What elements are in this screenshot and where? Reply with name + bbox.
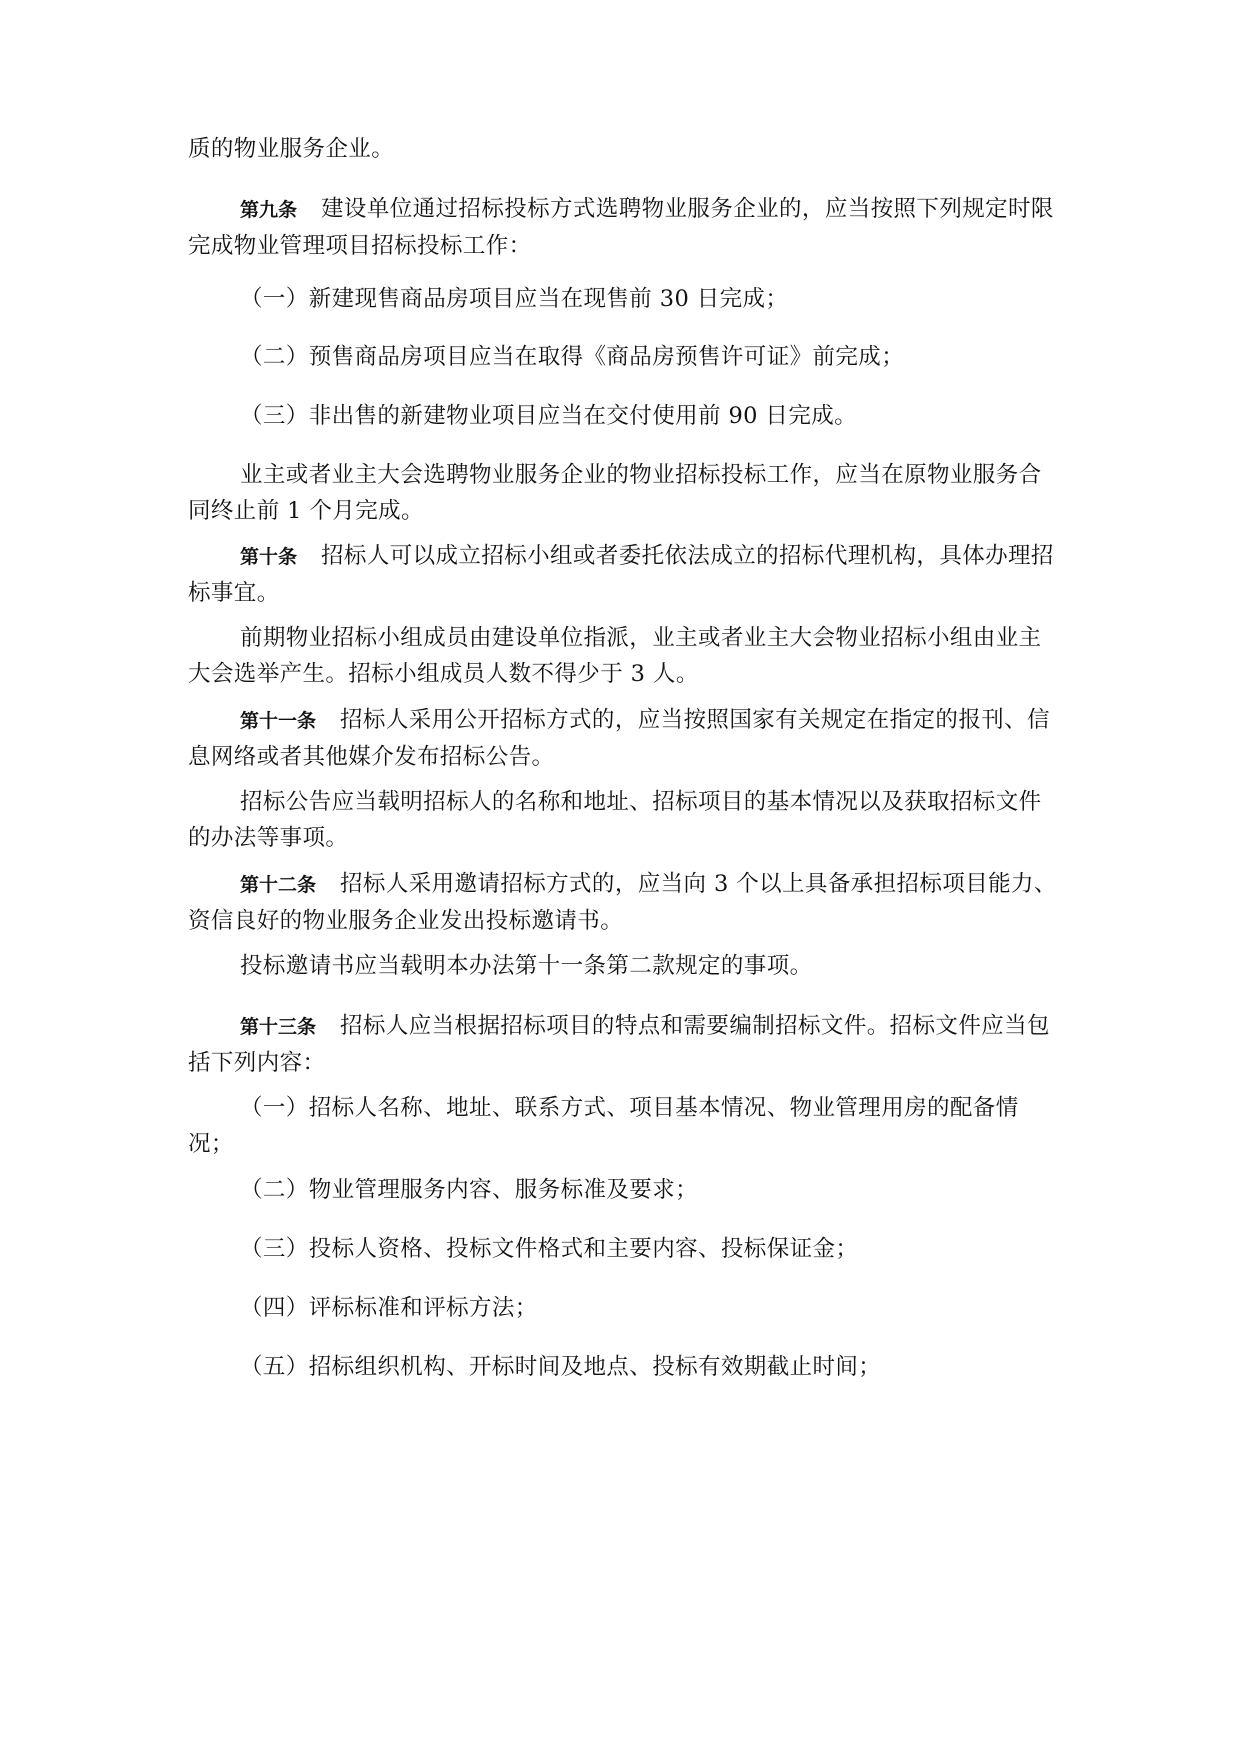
list-item bbox=[188, 339, 1058, 375]
paragraph-text: 招标人可以成立招标小组或者委托依法成立的招标代理机构，具体办理招标事宜。 bbox=[188, 543, 1054, 606]
list-item bbox=[188, 281, 1058, 317]
paragraph-text: 招标公告应当载明招标人的名称和地址、招标项目的基本情况以及获取招标文件的办法等事项。 bbox=[188, 789, 1042, 851]
article-heading: 第十二条 bbox=[240, 874, 317, 896]
paragraph-text: 招标人采用邀请招标方式的，应当向 3 个以上具备承担招标项目能力、资信良好的物业服务企业发出投标邀请书。 bbox=[188, 871, 1057, 934]
paragraph-text: 建设单位通过招标投标方式选聘物业服务企业的，应当按照下列规定时限完成物业管理项目招标投标工作： bbox=[188, 196, 1054, 259]
list-item bbox=[188, 1090, 1058, 1162]
article-12 bbox=[188, 866, 1058, 939]
list-item bbox=[188, 1231, 1058, 1267]
paragraph-text: （四）评标标准和评标方法； bbox=[240, 1295, 538, 1321]
paragraph-text: 招标人应当根据招标项目的特点和需要编制招标文件。招标文件应当包括下列内容： bbox=[188, 1013, 1050, 1076]
paragraph-text: （五）招标组织机构、开标时间及地点、投标有效期截止时间； bbox=[240, 1354, 882, 1380]
paragraph-text: （一）新建现售商品房项目应当在现售前 30 日完成； bbox=[240, 286, 789, 312]
paragraph bbox=[188, 620, 1058, 692]
paragraph-text: （二）预售商品房项目应当在取得《商品房预售许可证》前完成； bbox=[240, 344, 905, 370]
paragraph-text: 投标邀请书应当载明本办法第十一条第二款规定的事项。 bbox=[240, 953, 813, 979]
article-heading: 第十一条 bbox=[240, 710, 317, 732]
paragraph bbox=[188, 948, 1058, 984]
paragraph-continuation bbox=[188, 131, 1058, 167]
paragraph-text: 质的物业服务企业。 bbox=[188, 136, 395, 162]
article-13 bbox=[188, 1008, 1058, 1081]
paragraph bbox=[188, 457, 1058, 529]
list-item bbox=[188, 1349, 1058, 1385]
paragraph-text: 招标人采用公开招标方式的，应当按照国家有关规定在指定的报刊、信息网络或者其他媒介发布招标公告。 bbox=[188, 707, 1050, 770]
article-heading: 第十三条 bbox=[240, 1016, 317, 1038]
paragraph-text: （三）非出售的新建物业项目应当在交付使用前 90 日完成。 bbox=[240, 403, 858, 429]
article-heading: 第十条 bbox=[240, 546, 298, 568]
article-heading: 第九条 bbox=[240, 199, 298, 221]
list-item bbox=[188, 398, 1058, 434]
article-9 bbox=[188, 191, 1058, 264]
paragraph-text: 前期物业招标小组成员由建设单位指派，业主或者业主大会物业招标小组由业主大会选举产生。招标小组成员人数不得少于 3 人。 bbox=[188, 625, 1042, 687]
list-item bbox=[188, 1172, 1058, 1208]
article-11 bbox=[188, 702, 1058, 775]
article-10 bbox=[188, 538, 1058, 611]
paragraph-text: （一）招标人名称、地址、联系方式、项目基本情况、物业管理用房的配备情况； bbox=[188, 1095, 1019, 1157]
list-item bbox=[188, 1290, 1058, 1326]
paragraph-text: （三）投标人资格、投标文件格式和主要内容、投标保证金； bbox=[240, 1236, 859, 1262]
paragraph-text: 业主或者业主大会选聘物业服务企业的物业招标投标工作，应当在原物业服务合同终止前 1 个月完成。 bbox=[188, 462, 1042, 524]
paragraph-text: （二）物业管理服务内容、服务标准及要求； bbox=[240, 1177, 699, 1203]
paragraph bbox=[188, 784, 1058, 856]
